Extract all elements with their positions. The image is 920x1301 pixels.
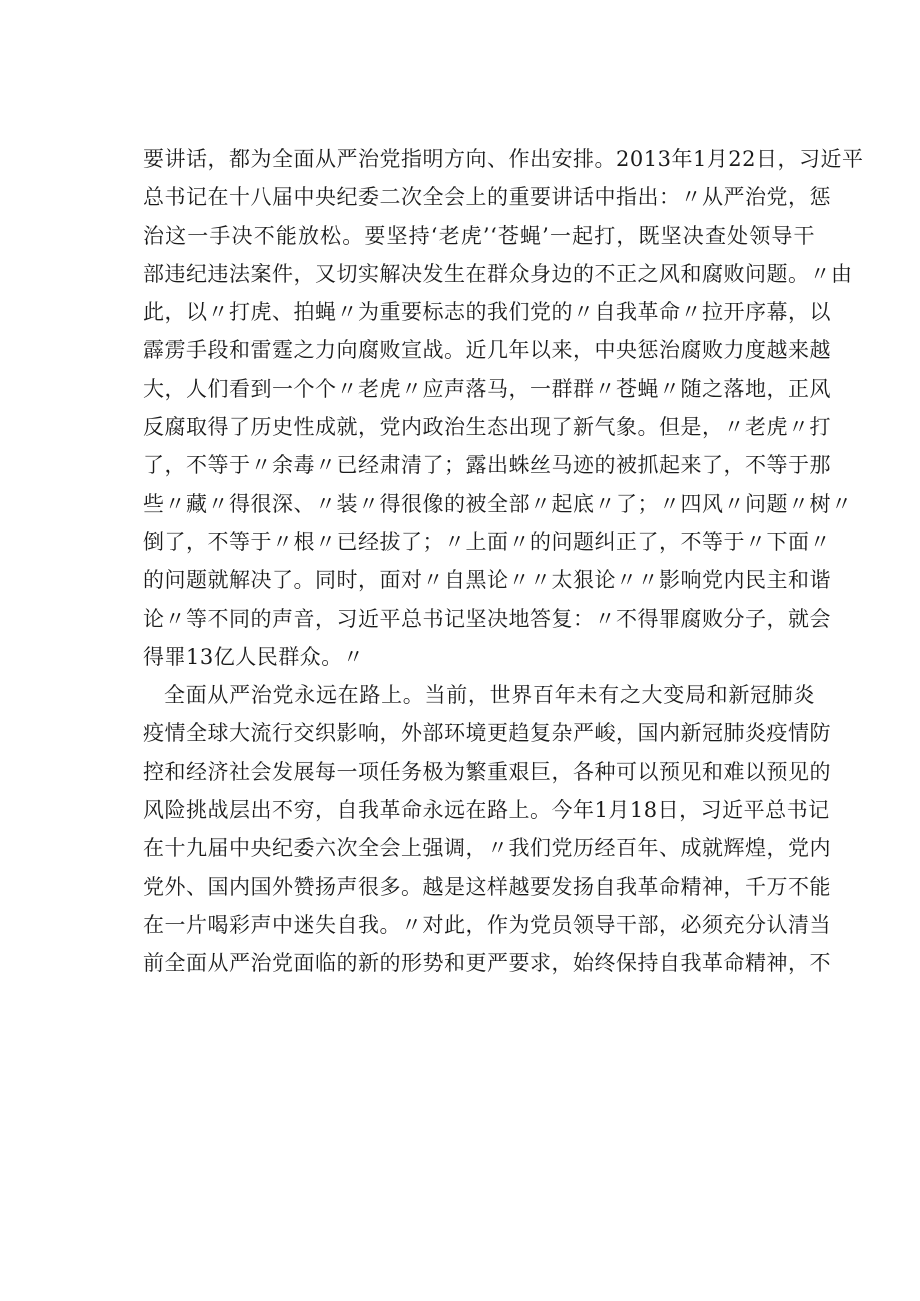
text-line: 疫情全球大流行交织影响，外部环境更趋复杂严峻，国内新冠肺炎疫情防 bbox=[143, 721, 831, 746]
text-line: 党外、国内国外赞扬声很多。越是这样越要发扬自我革命精神，千万不能 bbox=[143, 874, 831, 899]
text-line: 前全面从严治党面临的新的形势和更严要求，始终保持自我革命精神，不 bbox=[143, 951, 831, 976]
text-line: 总书记在十八届中央纪委二次全会上的重要讲话中指出：〃从严治党，惩 bbox=[143, 185, 831, 210]
text-line: 在十九届中央纪委六次全会上强调，〃我们党历经百年、成就辉煌，党内 bbox=[143, 836, 831, 861]
text-line: 了，不等于〃余毒〃已经肃清了；露出蛛丝马迹的被抓起来了，不等于那 bbox=[143, 453, 831, 478]
body-text bbox=[143, 140, 864, 983]
text-line: 部违纪违法案件，又切实解决发生在群众身边的不正之风和腐败问题。〃由 bbox=[143, 261, 853, 286]
text-line: 倒了，不等于〃根〃已经拔了；〃上面〃的问题纠正了，不等于〃下面〃 bbox=[143, 529, 831, 554]
text-line: 论〃等不同的声音，习近平总书记坚决地答复：〃不得罪腐败分子，就会 bbox=[143, 606, 831, 631]
text-line: 全面从严治党永远在路上。当前，世界百年未有之大变局和新冠肺炎 bbox=[164, 683, 815, 708]
text-line: 要讲话，都为全面从严治党指明方向、作出安排。2013年1月22日，习近平 bbox=[143, 147, 864, 171]
text-line: 得罪13亿人民群众。〃 bbox=[143, 644, 365, 669]
paragraph-2 bbox=[143, 676, 831, 982]
text-line: 的问题就解决了。同时，面对〃自黑论〃〃太狠论〃〃影响党内民主和谐 bbox=[143, 568, 831, 593]
text-line: 控和经济社会发展每一项任务极为繁重艰巨，各种可以预见和难以预见的 bbox=[143, 759, 831, 784]
text-line: 霹雳手段和雷霆之力向腐败宣战。近几年以来，中央惩治腐败力度越来越 bbox=[143, 338, 831, 363]
text-line: 治这一手决不能放松。要坚持‘老虎’‘苍蝇’一起打，既坚决查处领导干 bbox=[143, 223, 815, 248]
paragraph-1 bbox=[143, 140, 864, 676]
text-line: 些〃藏〃得很深、〃装〃得很像的被全部〃起底〃了；〃四风〃问题〃树〃 bbox=[143, 491, 853, 516]
text-line: 风险挑战层出不穷，自我革命永远在路上。今年1月18日，习近平总书记 bbox=[143, 798, 830, 823]
text-line: 反腐取得了历史性成就，党内政治生态出现了新气象。但是，〃老虎〃打 bbox=[143, 415, 831, 440]
text-line: 在一片喝彩声中迷失自我。〃对此，作为党员领导干部，必须充分认清当 bbox=[143, 912, 831, 937]
text-line: 此，以〃打虎、拍蝇〃为重要标志的我们党的〃自我革命〃拉开序幕，以 bbox=[143, 300, 831, 325]
text-line: 大，人们看到一个个〃老虎〃应声落马，一群群〃苍蝇〃随之落地，正风 bbox=[143, 376, 831, 401]
